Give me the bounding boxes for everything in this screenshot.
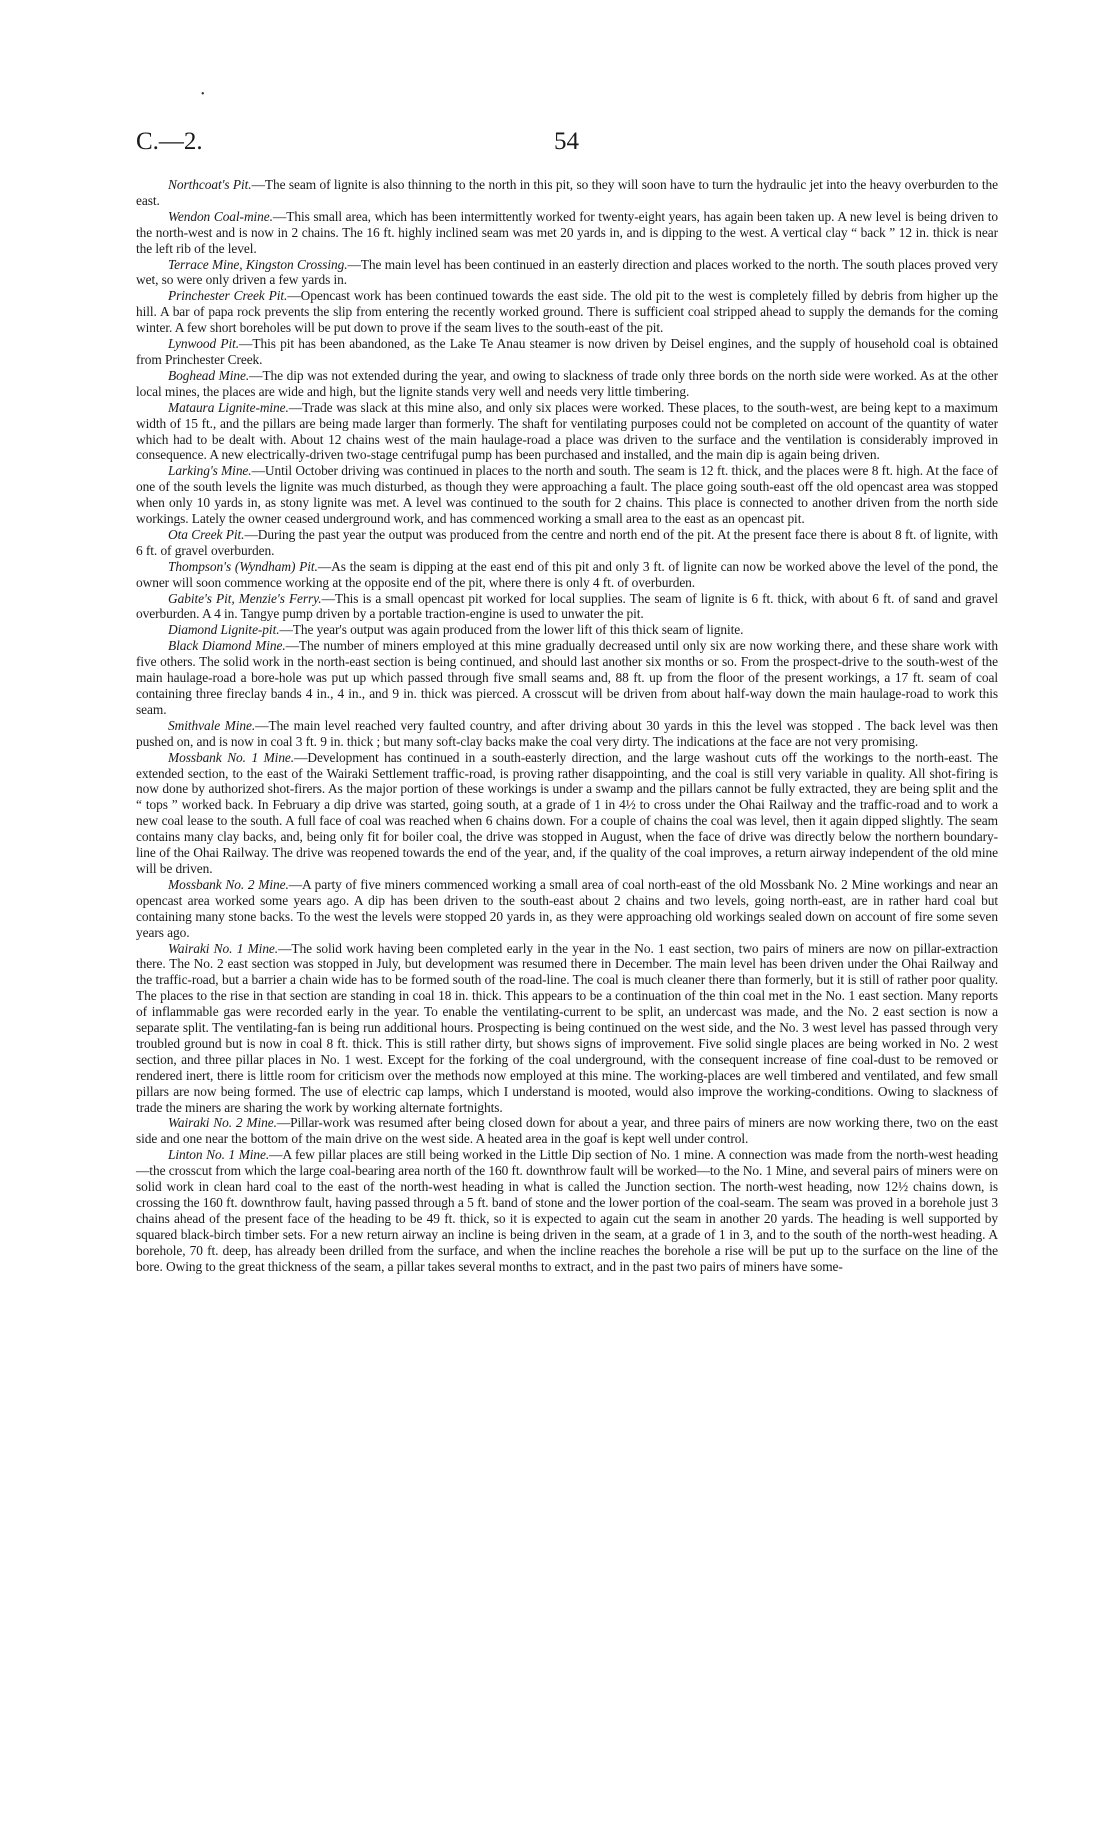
paragraph-text: —A few pillar places are still being worked in the Little Dip section of No. 1 mine. A connection was made from the north-west heading—the crosscut from which the large coal-bearing area north of the 160 ft. downthrow fault will be worked—to the No. 1 Mine, and several pairs of miners were on solid work in clean hard coal to the east of the north-west heading in what is called the Junction section. The north-west heading, now 12½ chains down, is crossing the 160 ft. downthrow fault, having passed through a 5 ft. band of stone and the lower portion of the coal-seam. The seam was proved in a borehole just 3 chains ahead of the present face of the heading to be 49 ft. thick, so it is expected to again cut the seam in another 20 yards. The heading is well supported by squared black-birch timber sets. For a new return airway an incline is being driven in the seam, at a grade of 1 in 3, and to the south of the north-west heading. A borehole, 70 ft. deep, has already been drilled from the surface, and when the incline reaches the borehole a rise will be put up to the surface on the line of the bore. Owing to the great thickness of the seam, a pillar takes several months to extract, and in the past two pairs of miners have some- [136, 1147, 999, 1274]
paragraph [136, 288, 998, 336]
paragraph [136, 400, 998, 464]
paragraph-text: —Until October driving was continued in places to the north and south. The seam is 12 ft. thick, and the places were 8 ft. high. At the face of one of the south levels the lignite was much disturbed, as though they were approaching a fault. The place going south-east off the old opencast area was stopped when only 10 yards in, as stony lignite was met. A level was continued to the south for 2 chains. This place is connected to another driven from the north side workings. Lately the owner ceased underground work, and has commenced working a small area to the east as an opencast pit. [136, 463, 998, 527]
paragraph-text: —Development has continued in a south-easterly direction, and the large washout cuts off the workings to the north-east. The extended section, to the east of the Wairaki Settlement traffic-road, is proving rather disappointing, and the coal is still very variable in quality. All shot-firing is now done by authorized shot-firers. As the major portion of these workings is under a swamp and the pillars cannot be fully extracted, they are being split and the “ tops ” worked back. In February a dip drive was started, going south, at a grade of 1 in 4½ to cross under the Ohai Railway and the traffic-road and to work a new coal lease to the south. A full face of coal was reached when 6 chains down. For a couple of chains the coal was level, then it again dipped slightly. The seam contains many clay backs, and, being only fit for boiler coal, the drive was stopped in August, when the face of drive was directly below the northern boundary-line of the Ohai Railway. The drive was reopened towards the end of the year, and, if the quality of the coal improves, a return airway independent of the old mine will be driven. [136, 749, 998, 876]
paragraph-heading: Wairaki No. 1 Mine. [168, 940, 279, 956]
paragraph-text: —The main level reached very faulted country, and after driving about 30 yards in this the level was stopped . The back level was then pushed on, and is now in coal 3 ft. 9 in. thick ; but many soft-clay backs make the coal very dirty. The indications at the face are not very promising. [136, 717, 998, 749]
paragraph-text: —The dip was not extended during the year, and owing to slackness of trade only three bords on the north side were worked. As at the other local mines, the places are wide and high, but the lignite stands very well and needs very little timbering. [136, 367, 998, 399]
paragraph-heading: Black Diamond Mine. [168, 638, 286, 654]
paragraph-text: —Trade was slack at this mine also, and only six places were worked. These places, to the south-west, are being kept to a maximum width of 15 ft., and the pillars are being made larger than formerly. The shaft for ventilating purposes could not be completed on account of the quantity of water which had to be dealt with. About 12 chains west of the main haulage-road a place was driven to the surface and the ventilation is considerably improved in consequence. A new electrically-driven two-stage centrifugal pump has been purchased and installed, and the main dip is again being driven. [136, 399, 998, 463]
paragraph [136, 257, 998, 289]
paragraph [136, 622, 998, 638]
paragraph-heading: Mossbank No. 2 Mine. [168, 876, 289, 892]
paragraph [136, 591, 998, 623]
paragraph-heading: Boghead Mine. [168, 367, 250, 383]
paragraph-text: —Pillar-work was resumed after being closed down for about a year, and three pairs of miners are now working there, two on the east side and one near the bottom of the main drive on the west side. A heated area in the goaf is kept well under control. [136, 1115, 998, 1147]
paragraph [136, 209, 998, 257]
paragraph-text: —A party of five miners commenced working a small area of coal north-east of the old Mossbank No. 2 Mine workings and near an opencast area worked some years ago. A dip has been driven to the south-east about 2 chains and two levels, going north-east, are in rather hard coal but containing many stone backs. To the west the levels were stopped 20 yards in, as they were approaching old workings sealed down on account of fire some seven years ago. [136, 876, 998, 940]
paragraph-text: —During the past year the output was produced from the centre and north end of the pit. At the present face there is about 8 ft. of lignite, with 6 ft. of gravel overburden. [136, 526, 999, 558]
paragraph-heading: Ota Creek Pit. [168, 526, 245, 542]
paragraph [136, 718, 998, 750]
paragraph [136, 750, 998, 877]
paragraph [136, 336, 998, 368]
paragraph-heading: Mossbank No. 1 Mine. [168, 749, 295, 765]
page-number: 54 [554, 128, 579, 155]
paragraph-text: —As the seam is dipping at the east end of this pit and only 3 ft. of lignite can now be worked above the level of the pond, the owner will soon commence working at the opposite end of the pit, where there is only 4 ft. of overburden. [136, 558, 998, 590]
document-body [136, 177, 998, 1275]
paragraph-text: —The number of miners employed at this mine gradually decreased until only six are now working there, and these share work with five others. The solid work in the north-east section is being continued, and should last another six months or so. From the prospect-drive to the south-west of the main haulage-road a bore-hole was put up which passed through five small seams and, 88 ft. up from the floor of the present workings, a 17 ft. seam of coal containing three fireclay bands 4 in., 4 in., and 9 in. thick was pierced. A crosscut will be driven from about half-way down the main haulage-road to work this seam. [136, 638, 998, 717]
paragraph-text: —This small area, which has been intermittently worked for twenty-eight years, has again been taken up. A new level is being driven to the north-west and is now in 2 chains. The 16 ft. highly inclined seam was met 20 yards in, and is dipping to the west. A vertical clay “ back ” 12 in. thick is near the left rib of the level. [136, 208, 998, 256]
paragraph [136, 177, 998, 209]
paragraph [136, 1147, 998, 1274]
paragraph-heading: Wendon Coal-mine. [168, 208, 273, 224]
paragraph [136, 877, 998, 941]
paragraph-text: —The seam of lignite is also thinning to the north in this pit, so they will soon have to turn the hydraulic jet into the heavy overburden to the east. [136, 177, 999, 208]
paragraph-text: —The main level has been continued in an easterly direction and places worked to the north. The south places proved very wet, so were only driven a few yards in. [136, 256, 998, 288]
paragraph [136, 941, 998, 1116]
paragraph-heading: Northcoat's Pit. [168, 177, 252, 192]
paragraph [136, 1115, 998, 1147]
paragraph-heading: Diamond Lignite-pit. [168, 622, 280, 638]
document-reference: C.—2. [136, 128, 203, 155]
paragraph-heading: Lynwood Pit. [168, 336, 240, 352]
paragraph-text: —This pit has been abandoned, as the Lake Te Anau steamer is now driven by Deisel engines, and the supply of household coal is obtained from Princhester Creek. [136, 336, 999, 367]
paragraph [136, 527, 998, 559]
page-mark: • [201, 89, 205, 100]
paragraph-heading: Wairaki No. 2 Mine. [168, 1115, 277, 1131]
paragraph-heading: Gabite's Pit, Menzie's Ferry. [168, 590, 322, 606]
paragraph [136, 559, 998, 591]
paragraph-heading: Thompson's (Wyndham) Pit. [168, 558, 318, 574]
paragraph [136, 368, 998, 400]
paragraph-heading: Princhester Creek Pit. [168, 288, 288, 304]
page-header [136, 128, 998, 162]
paragraph-heading: Mataura Lignite-mine. [168, 399, 289, 415]
paragraph-heading: Smithvale Mine. [168, 717, 256, 733]
paragraph-heading: Terrace Mine, Kingston Crossing. [168, 256, 348, 272]
paragraph [136, 638, 998, 718]
paragraph-text: —The solid work having been completed early in the year in the No. 1 east section, two pairs of miners are now on pillar-extraction there. The No. 2 east section was stopped in July, but development was resumed there in December. The main level has been driven under the Ohai Railway and the traffic-road, but a barrier a chain wide has to be formed south of the road-line. The coal is much cleaner there than formerly, but it is still of rather poor quality. The places to the rise in that section are standing in coal 18 in. thick. This appears to be a continuation of the thin coal met in the No. 1 east section. Many reports of inflammable gas were recorded early in the year. To enable the ventilating-current to be split, an undercast was made, and the No. 2 east section is now a separate split. The ventilating-fan is being run additional hours. Prospecting is being continued on the west side, and the No. 3 west level has passed through very troubled ground but is now in coal 8 ft. thick. This is still rather dirty, but shows signs of improvement. Five solid single places are being worked in No. 2 west section, and three pillar places in No. 1 west. Except for the forking of the coal underground, with the consequent increase of fine coal-dust to be removed or rendered inert, there is little room for criticism over the methods now employed at this mine. The working-places are well timbered and ventilated, and few small pillars are now being formed. The use of electric cap lamps, which I understand is mooted, would also improve the working-conditions. Owing to slackness of trade the miners are sharing the work by working alternate fortnights. [136, 940, 999, 1115]
paragraph-text: —The year's output was again produced from the lower lift of this thick seam of lignite. [279, 622, 744, 638]
paragraph-text: —This is a small opencast pit worked for local supplies. The seam of lignite is 6 ft. thick, with about 6 ft. of sand and gravel overburden. A 4 in. Tangye pump driven by a portable traction-engine is used to unwater the pit. [136, 590, 998, 622]
paragraph [136, 463, 998, 527]
paragraph-text: —Opencast work has been continued towards the east side. The old pit to the west is completely filled by debris from higher up the hill. A bar of papa rock prevents the slip from entering the recently worked ground. There is sufficient coal stripped ahead to supply the demands for the coming winter. A few short boreholes will be put down to prove if the seam lives to the south-east of the pit. [136, 288, 999, 336]
paragraph-heading: Larking's Mine. [168, 463, 252, 479]
paragraph-heading: Linton No. 1 Mine. [168, 1147, 270, 1163]
